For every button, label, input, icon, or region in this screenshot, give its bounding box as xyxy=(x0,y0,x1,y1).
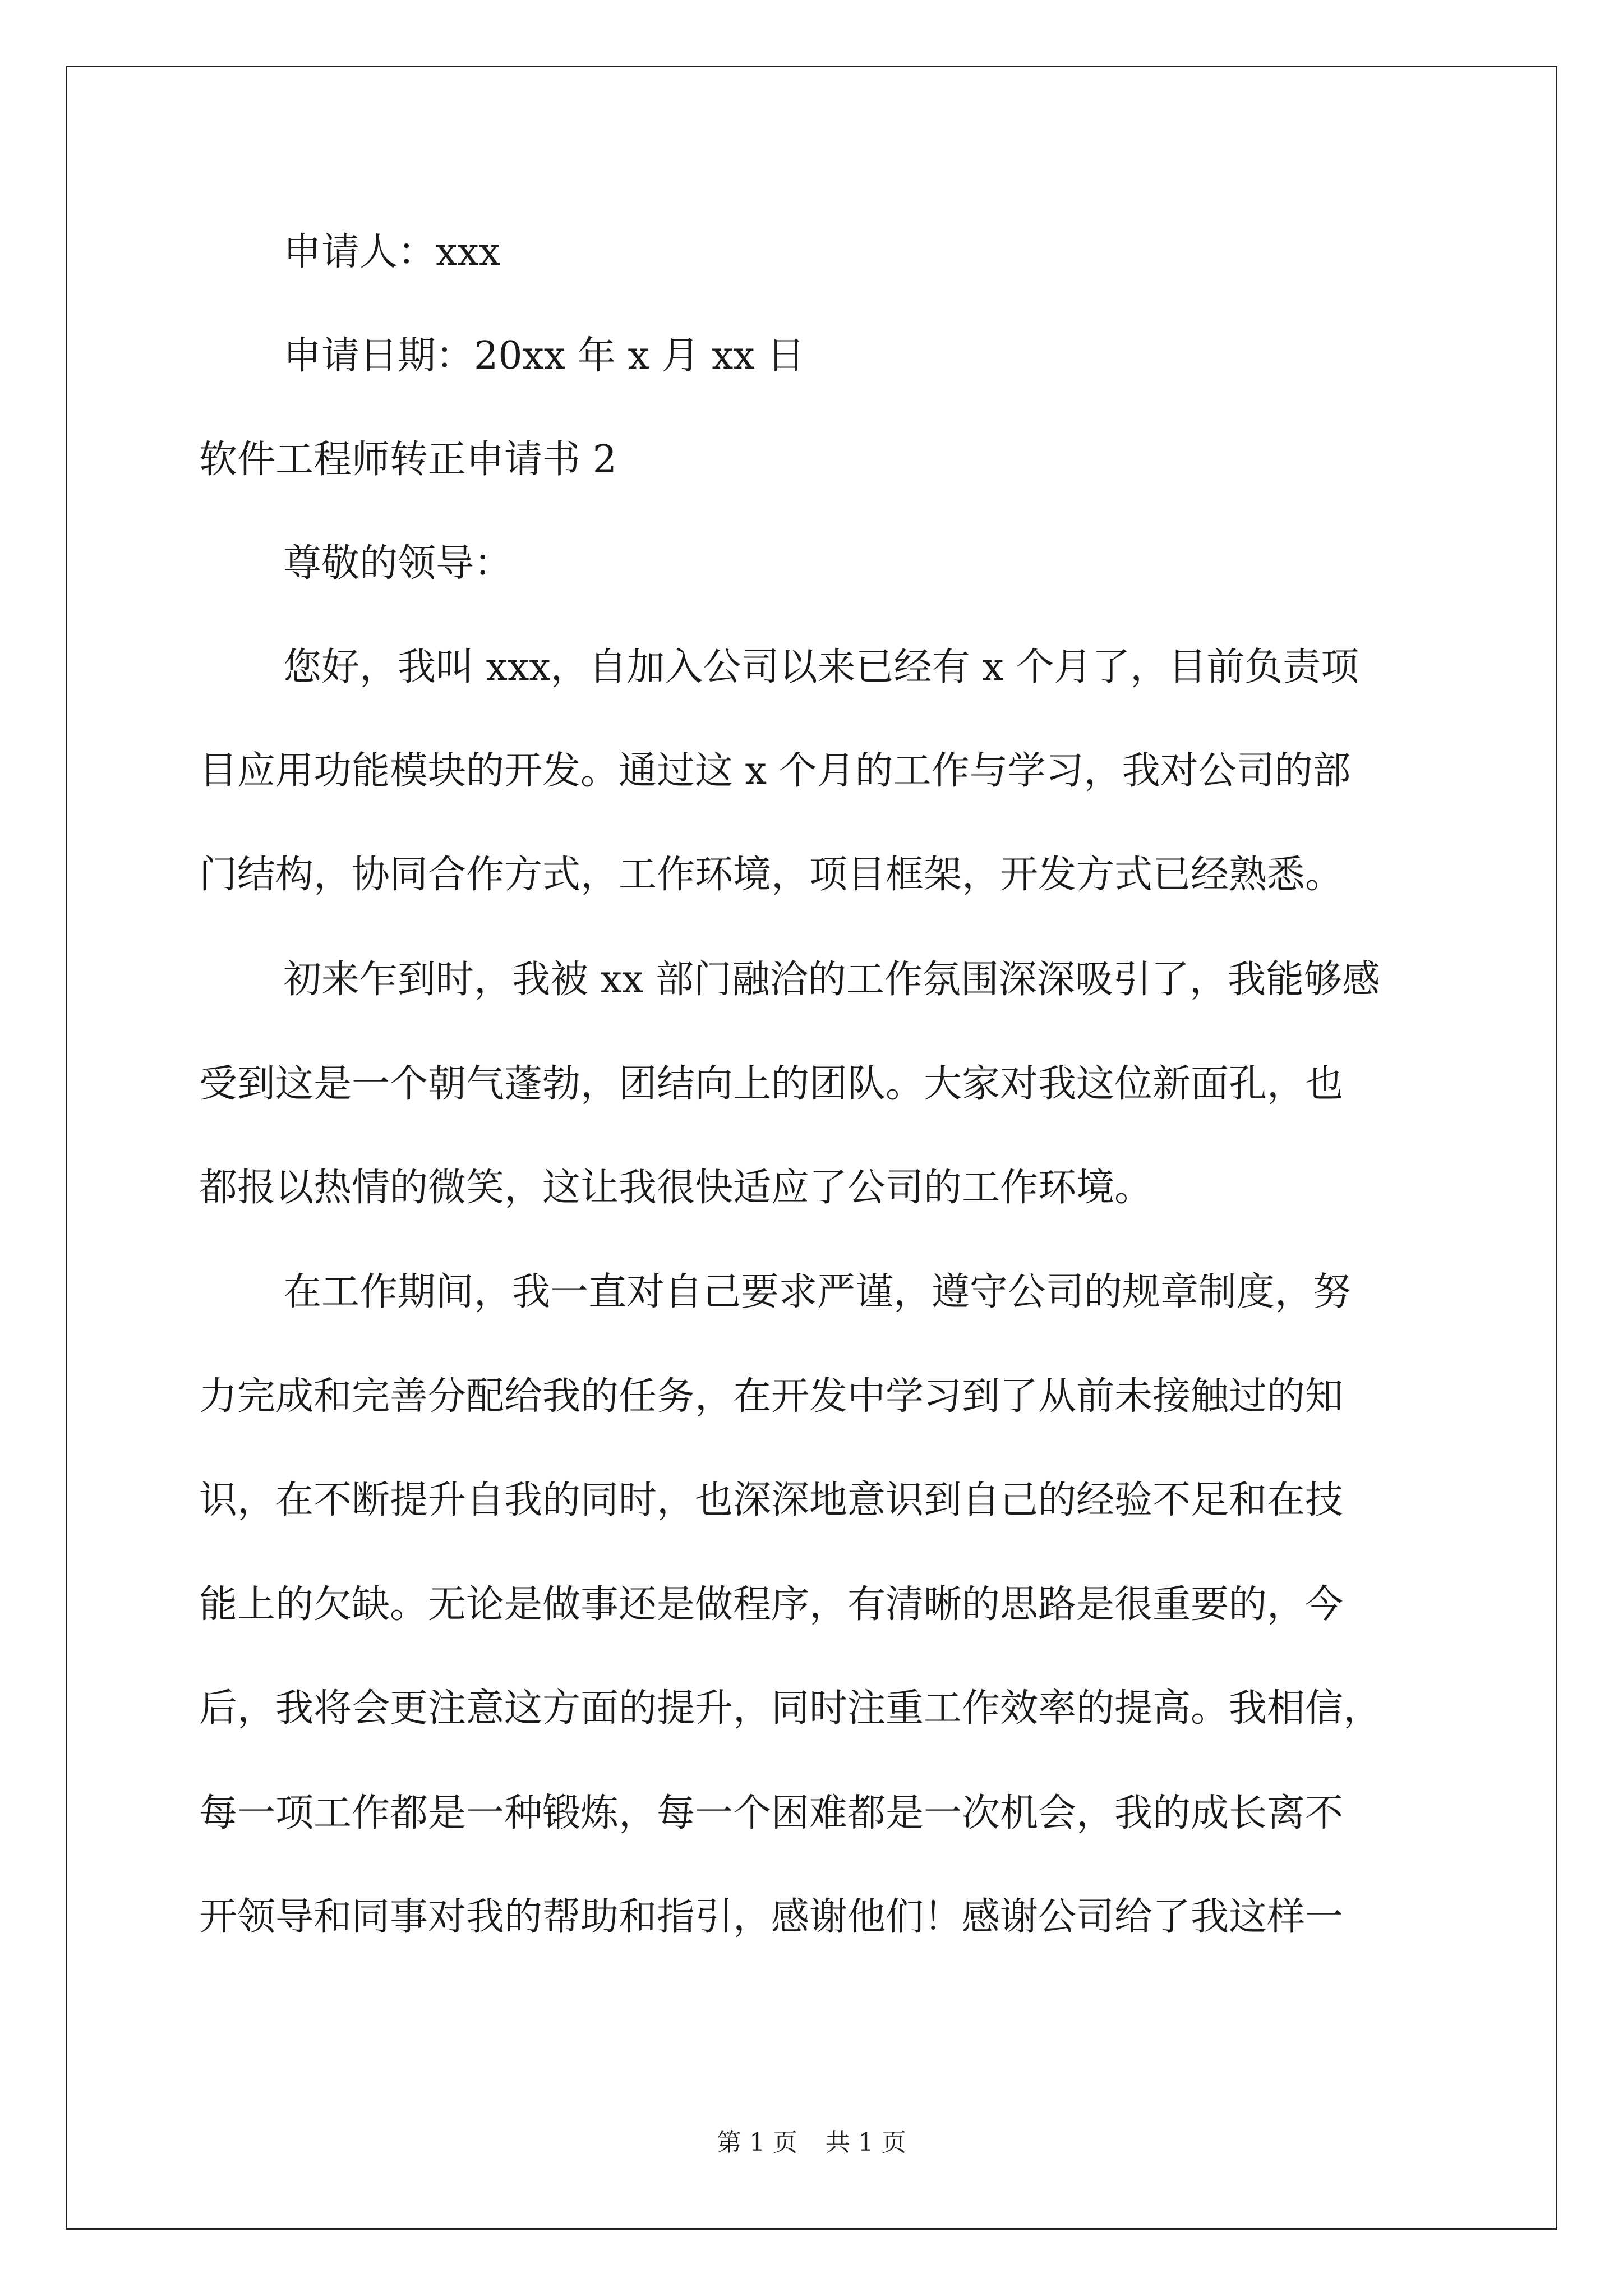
paragraph-line: 都报以热情的微笑，这让我很快适应了公司的工作环境。 xyxy=(199,1166,1153,1210)
paragraph-line: 您好，我叫 xxx，自加入公司以来已经有 x 个月了，目前负责项 xyxy=(283,645,1359,689)
paragraph-line: 开领导和同事对我的帮助和指引，感谢他们！感谢公司给了我这样一 xyxy=(199,1895,1344,1939)
paragraph-line: 目应用功能模块的开发。通过这 x 个月的工作与学习，我对公司的部 xyxy=(199,749,1351,793)
paragraph-line: 能上的欠缺。无论是做事还是做程序，有清晰的思路是很重要的，今 xyxy=(199,1582,1344,1627)
salutation: 尊敬的领导： xyxy=(283,541,513,586)
paragraph-line: 门结构，协同合作方式，工作环境，项目框架，开发方式已经熟悉。 xyxy=(199,853,1344,897)
paragraph-line: 力完成和完善分配给我的任务，在开发中学习到了从前未接触过的知 xyxy=(199,1374,1344,1419)
page-number: 第 1 页 xyxy=(717,2128,797,2157)
paragraph-line: 初来乍到时，我被 xx 部门融洽的工作氛围深深吸引了，我能够感 xyxy=(283,958,1380,1002)
application-date-line: 申请日期：20xx 年 x 月 xx 日 xyxy=(283,334,805,378)
paragraph-line: 后，我将会更注意这方面的提升，同时注重工作效率的提高。我相信， xyxy=(199,1686,1382,1731)
page-total: 共 1 页 xyxy=(826,2128,906,2157)
document-heading: 软件工程师转正申请书 2 xyxy=(199,438,617,482)
applicant-line: 申请人：xxx xyxy=(283,230,501,274)
page-footer xyxy=(0,2129,1623,2157)
paragraph-line: 在工作期间，我一直对自己要求严谨，遵守公司的规章制度，努 xyxy=(283,1270,1352,1314)
paragraph-line: 识，在不断提升自我的同时，也深深地意识到自己的经验不足和在技 xyxy=(199,1478,1344,1522)
paragraph-line: 受到这是一个朝气蓬勃，团结向上的团队。大家对我这位新面孔，也 xyxy=(199,1062,1344,1106)
paragraph-line: 每一项工作都是一种锻炼，每一个困难都是一次机会，我的成长离不 xyxy=(199,1791,1344,1835)
